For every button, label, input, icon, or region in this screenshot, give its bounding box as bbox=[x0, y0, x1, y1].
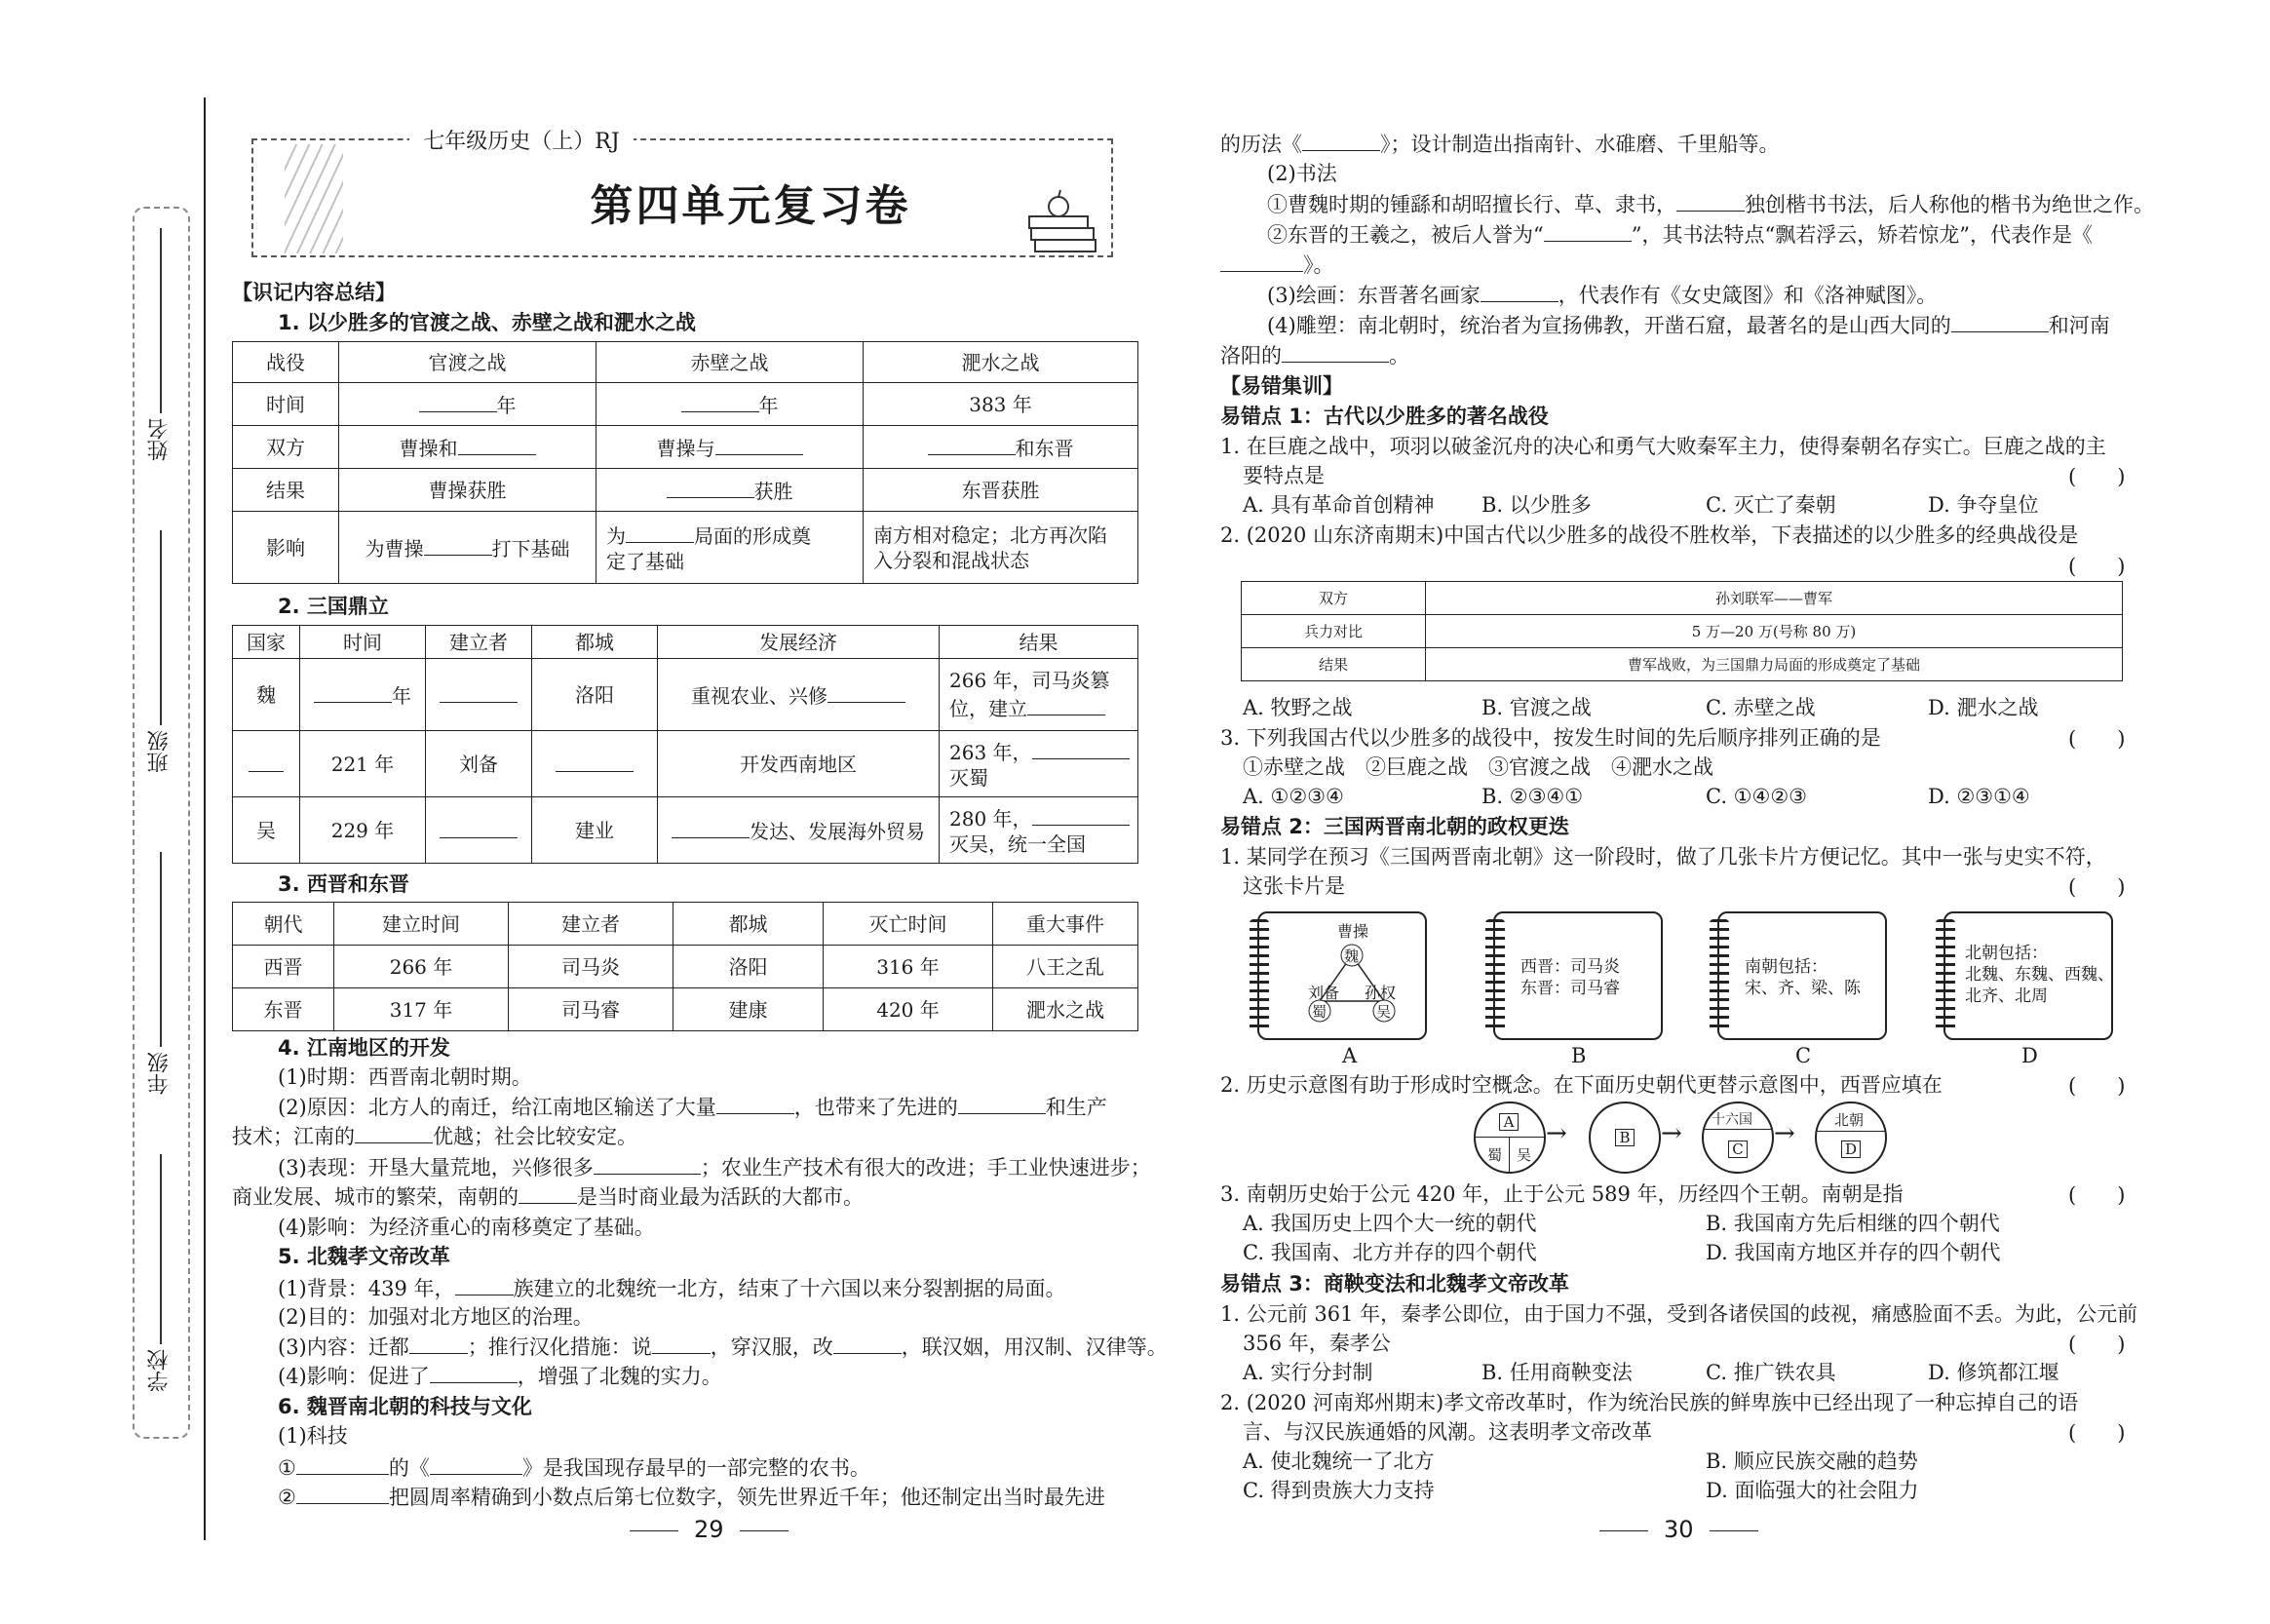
card-b[interactable]: 西晋：司马炎 东晋：司马睿 bbox=[1493, 911, 1663, 1040]
class-field[interactable] bbox=[135, 530, 188, 823]
cell: 南方相对稳定；北方再次陷 入分裂和混战状态 bbox=[864, 512, 1138, 584]
diag-box-a[interactable]: A bbox=[1499, 1113, 1519, 1131]
cell: 266 年 bbox=[334, 946, 509, 988]
q3-answer-paren[interactable]: ( ) bbox=[2068, 727, 2126, 751]
th-chibi: 赤壁之战 bbox=[596, 342, 864, 383]
cell: 发达、发展海外贸易 bbox=[658, 797, 940, 864]
cell: 曹军战败，为三国鼎力局面的形成奠定了基础 bbox=[1426, 648, 2123, 681]
card-a[interactable] bbox=[1257, 911, 1427, 1040]
circle-sixteen bbox=[1702, 1102, 1774, 1174]
cell: 317 年 bbox=[334, 988, 509, 1031]
cell: 司马睿 bbox=[509, 988, 673, 1031]
cell: 曹操和 bbox=[339, 426, 596, 469]
card-letter-c: C bbox=[1795, 1044, 1812, 1067]
q2-option-b[interactable]: B. 官渡之战 bbox=[1481, 696, 1592, 719]
q2-table bbox=[1241, 581, 2123, 681]
s6-title: 6. 魏晋南北朝的科技与文化 bbox=[278, 1395, 532, 1418]
cell: 和东晋 bbox=[864, 426, 1138, 469]
s5-line2: (2)目的：加强对北方地区的治理。 bbox=[278, 1305, 594, 1329]
cell: 洛阳 bbox=[532, 659, 658, 731]
card-letter-a: A bbox=[1342, 1044, 1358, 1067]
section-summary: 【识记内容总结】 bbox=[232, 281, 396, 304]
r-line1: 的历法《 》；设计制造出指南针、水碓磨、千里船等。 bbox=[1220, 129, 1780, 159]
q5-line1: 2. 历史示意图有助于形成时空概念。在下面历史朝代更替示意图中，西晋应填在 bbox=[1220, 1073, 1943, 1097]
s4-line5: 商业发展、城市的繁荣，南朝的 是当时商业最为活跃的大都市。 bbox=[232, 1181, 864, 1212]
q8-answer-paren[interactable]: ( ) bbox=[2068, 1421, 2126, 1445]
circle-three-kingdoms bbox=[1474, 1102, 1546, 1174]
th: 发展经济 bbox=[658, 626, 940, 659]
q8-option-b[interactable]: B. 顺应民族交融的趋势 bbox=[1706, 1450, 1918, 1473]
th: 建立者 bbox=[426, 626, 532, 659]
q6-option-c[interactable]: C. 我国南、北方并存的四个朝代 bbox=[1243, 1241, 1537, 1264]
name-field[interactable] bbox=[135, 228, 188, 521]
cell: 曹操获胜 bbox=[339, 469, 596, 512]
q6-option-b[interactable]: B. 我国南方先后相继的四个朝代 bbox=[1706, 1212, 2000, 1235]
q3-line2: ①赤壁之战 ②巨鹿之战 ③官渡之战 ④淝水之战 bbox=[1243, 755, 1713, 779]
cell: 为曹操 打下基础 bbox=[339, 512, 596, 584]
cell: 221 年 bbox=[300, 731, 426, 797]
r-line4: ②东晋的王羲之，被后人誉为“ ”，其书法特点“飘若浮云，矫若惊龙”，代表作是《 bbox=[1267, 219, 2093, 250]
cell: 东晋 bbox=[233, 988, 334, 1031]
cell bbox=[233, 731, 300, 797]
s1-title: 1. 以少胜多的官渡之战、赤壁之战和淝水之战 bbox=[278, 311, 696, 334]
cell: 5 万—20 万(号称 80 万) bbox=[1426, 615, 2123, 648]
name-label: 姓名 bbox=[147, 418, 172, 461]
q1-option-a[interactable]: A. 具有革命首创精神 bbox=[1243, 493, 1435, 517]
card-a-liubei: 刘备 bbox=[1308, 984, 1340, 1002]
cell: 魏 bbox=[233, 659, 300, 731]
q7-answer-paren[interactable]: ( ) bbox=[2068, 1333, 2126, 1356]
q8-line1: 2. (2020 河南郑州期末)孝文帝改革时，作为统治民族的鲜卑族中已经出现了一种忘掉自己的语 bbox=[1220, 1391, 2079, 1414]
cell: 316 年 bbox=[824, 946, 993, 988]
card-a-wu: 吴 bbox=[1376, 1003, 1392, 1021]
q3-option-b[interactable]: B. ②③④① bbox=[1481, 785, 1584, 808]
th: 都城 bbox=[532, 626, 658, 659]
th-guandu: 官渡之战 bbox=[339, 342, 596, 383]
q4-answer-paren[interactable]: ( ) bbox=[2068, 875, 2126, 899]
card-a-sunquan: 孙权 bbox=[1365, 984, 1397, 1002]
q1-option-b[interactable]: B. 以少胜多 bbox=[1481, 493, 1592, 517]
circle-b bbox=[1589, 1102, 1661, 1174]
q1-option-d[interactable]: D. 争夺皇位 bbox=[1928, 493, 2039, 517]
q3-option-c[interactable]: C. ①④②③ bbox=[1706, 785, 1807, 808]
q1-answer-paren[interactable]: ( ) bbox=[2068, 465, 2126, 488]
grade-label: 年级 bbox=[147, 1052, 172, 1095]
header-subtitle: 七年级历史（上）RJ bbox=[409, 125, 634, 150]
s4-line1: (1)时期：西晋南北朝时期。 bbox=[278, 1065, 532, 1089]
s4-line4: (3)表现：开垦大量荒地，兴修很多 ；农业生产技术有很大的改进；手工业快速进步； bbox=[278, 1152, 1151, 1182]
q3-line1: 3. 下列我国古代以少胜多的战役中，按发生时间的先后顺序排列正确的是 bbox=[1220, 726, 1881, 750]
cell: 双方 bbox=[233, 426, 339, 469]
s5-title: 5. 北魏孝文帝改革 bbox=[278, 1245, 450, 1268]
diag-box-b[interactable]: B bbox=[1615, 1129, 1635, 1146]
q7-option-a[interactable]: A. 实行分封制 bbox=[1243, 1361, 1373, 1384]
cell: 双方 bbox=[1242, 582, 1426, 615]
diag-box-c[interactable]: C bbox=[1728, 1141, 1748, 1158]
cell: 年 bbox=[339, 383, 596, 426]
th: 朝代 bbox=[233, 903, 334, 946]
cell: 孙刘联军——曹军 bbox=[1426, 582, 2123, 615]
battles-table bbox=[232, 341, 1138, 584]
s2-title: 2. 三国鼎立 bbox=[278, 595, 389, 618]
q7-line2: 356 年，秦孝公 bbox=[1243, 1332, 1391, 1355]
cell: 年 bbox=[300, 659, 426, 731]
cell: 420 年 bbox=[824, 988, 993, 1031]
q2-line1: 2. (2020 山东济南期末)中国古代以少胜多的战役不胜枚举，下表描述的以少胜多的经典战役是 bbox=[1220, 523, 2079, 547]
s5-line3: (3)内容：迁都 ；推行汉化措施：说 ，穿汉服，改 ，联汉姻，用汉制、汉律等。 bbox=[278, 1332, 1168, 1362]
cell: 266 年，司马炎篡 位，建立 bbox=[940, 659, 1138, 731]
cell: 兵力对比 bbox=[1242, 615, 1426, 648]
card-a-wei: 魏 bbox=[1344, 947, 1360, 965]
q7-option-b[interactable]: B. 任用商鞅变法 bbox=[1481, 1361, 1633, 1384]
th-feishui: 淝水之战 bbox=[864, 342, 1138, 383]
page-number-left: 29 bbox=[614, 1516, 804, 1543]
binding-line bbox=[204, 97, 206, 1540]
q7-option-d[interactable]: D. 修筑都江堰 bbox=[1928, 1361, 2059, 1384]
q2-answer-paren[interactable]: ( ) bbox=[2068, 555, 2126, 578]
q6-option-d[interactable]: D. 我国南方地区并存的四个朝代 bbox=[1706, 1241, 2001, 1264]
card-letter-d: D bbox=[2021, 1044, 2038, 1067]
header-stripes bbox=[285, 144, 343, 253]
books-icon bbox=[1025, 185, 1103, 263]
th: 国家 bbox=[233, 626, 300, 659]
r-line7: (4)雕塑：南北朝时，统治者为宣扬佛教，开凿石窟，最著名的是山西大同的 和河南 bbox=[1267, 310, 2110, 340]
cell: 383 年 bbox=[864, 383, 1138, 426]
r-line3: ①曹魏时期的锺繇和胡昭擅长行、草、隶书， 独创楷书书法，后人称他的楷书为绝世之作。 bbox=[1267, 189, 2154, 219]
cell bbox=[426, 797, 532, 864]
th: 结果 bbox=[940, 626, 1138, 659]
class-label: 班级 bbox=[147, 730, 172, 773]
card-a-shu: 蜀 bbox=[1312, 1003, 1327, 1021]
q6-answer-paren[interactable]: ( ) bbox=[2068, 1183, 2126, 1207]
q1-line2: 要特点是 bbox=[1243, 464, 1325, 487]
diag-north: 北朝 bbox=[1834, 1111, 1865, 1129]
q3-option-a[interactable]: A. ①②③④ bbox=[1243, 785, 1344, 808]
error-point-1: 易错点 1：古代以少胜多的著名战役 bbox=[1220, 405, 1549, 428]
cell bbox=[532, 731, 658, 797]
circle-north bbox=[1815, 1102, 1887, 1174]
card-c[interactable]: 南朝包括： 宋、齐、梁、陈 bbox=[1717, 911, 1887, 1040]
q7-line1: 1. 公元前 361 年，秦孝公即位，由于国力不强，受到各诸侯国的歧视，痛感脸面不丢。为此，公元前 bbox=[1220, 1302, 2138, 1326]
q1-option-c[interactable]: C. 灭亡了秦朝 bbox=[1706, 493, 1836, 517]
q6-option-a[interactable]: A. 我国历史上四个大一统的朝代 bbox=[1243, 1212, 1537, 1235]
cell: 东晋获胜 bbox=[864, 469, 1138, 512]
q8-line2: 言、与汉民族通婚的风潮。这表明孝文帝改革 bbox=[1243, 1420, 1652, 1444]
page-title: 第四单元复习卷 bbox=[590, 181, 911, 231]
q7-option-c[interactable]: C. 推广铁农具 bbox=[1706, 1361, 1836, 1384]
r-line5: 》。 bbox=[1220, 250, 1334, 280]
cell: 建康 bbox=[673, 988, 824, 1031]
cell: 司马炎 bbox=[509, 946, 673, 988]
th: 都城 bbox=[673, 903, 824, 946]
card-letter-b: B bbox=[1571, 1044, 1587, 1067]
diag-wu: 吴 bbox=[1517, 1146, 1532, 1164]
s4-line2: (2)原因：北方人的南迁，给江南地区输送了大量 ，也带来了先进的 和生产 bbox=[278, 1092, 1107, 1122]
error-point-3: 易错点 3：商鞅变法和北魏孝文帝改革 bbox=[1220, 1272, 1569, 1295]
th: 重大事件 bbox=[993, 903, 1138, 946]
cell: 影响 bbox=[233, 512, 339, 584]
cell: 西晋 bbox=[233, 946, 334, 988]
q3-option-d[interactable]: D. ②③①④ bbox=[1928, 785, 2030, 808]
cell: 吴 bbox=[233, 797, 300, 864]
card-d[interactable]: 北朝包括： 北魏、东魏、西魏、 北齐、北周 bbox=[1943, 911, 2113, 1040]
r-line6: (3)绘画：东晋著名画家 ，代表作有《女史箴图》和《洛神赋图》。 bbox=[1267, 280, 1937, 310]
cell: 开发西南地区 bbox=[658, 731, 940, 797]
diag-box-d[interactable]: D bbox=[1841, 1141, 1861, 1158]
section-errors: 【易错集训】 bbox=[1220, 374, 1343, 398]
th: 时间 bbox=[300, 626, 426, 659]
arrow-right-icon: → bbox=[1661, 1119, 1682, 1148]
page-number-right: 30 bbox=[1584, 1516, 1774, 1543]
q8-option-a[interactable]: A. 使北魏统一了北方 bbox=[1243, 1450, 1435, 1473]
r-line8: 洛阳的 。 bbox=[1220, 340, 1409, 370]
r-line2: (2)书法 bbox=[1267, 162, 1337, 185]
s6-line3: ② 把圆周率精确到小数点后第七位数字，领先世界近千年；他还制定出当时最先进 bbox=[278, 1482, 1105, 1512]
jin-table bbox=[232, 902, 1138, 1031]
diag-sixteen: 十六国 bbox=[1712, 1112, 1752, 1128]
s5-line1: (1)背景：439 年， 族建立的北魏统一北方，结束了十六国以来分裂割据的局面。 bbox=[278, 1273, 1066, 1303]
card-a-caocao: 曹操 bbox=[1337, 922, 1369, 941]
cell: 为 局面的形成奠 定了基础 bbox=[596, 512, 864, 584]
cell: 获胜 bbox=[596, 469, 864, 512]
school-label: 学校 bbox=[147, 1349, 172, 1392]
cell: 时间 bbox=[233, 383, 339, 426]
q4-line2: 这张卡片是 bbox=[1243, 874, 1345, 898]
th: 建立者 bbox=[509, 903, 673, 946]
q8-option-c[interactable]: C. 得到贵族大力支持 bbox=[1243, 1479, 1435, 1502]
cell: 八王之乱 bbox=[993, 946, 1138, 988]
s4-line6: (4)影响：为经济重心的南移奠定了基础。 bbox=[278, 1216, 655, 1239]
q8-option-d[interactable]: D. 面临强大的社会阻力 bbox=[1706, 1479, 1919, 1502]
s4-line3: 技术；江南的 优越；社会比较安定。 bbox=[232, 1121, 637, 1151]
cell: 结果 bbox=[1242, 648, 1426, 681]
cell: 淝水之战 bbox=[993, 988, 1138, 1031]
cell: 重视农业、兴修 bbox=[658, 659, 940, 731]
q6-line1: 3. 南朝历史始于公元 420 年，止于公元 589 年，历经四个王朝。南朝是指 bbox=[1220, 1182, 1904, 1206]
q4-line1: 1. 某同学在预习《三国两晋南北朝》这一阶段时，做了几张卡片方便记忆。其中一张与史实不符， bbox=[1220, 845, 2106, 869]
s4-title: 4. 江南地区的开发 bbox=[278, 1036, 450, 1060]
school-field[interactable] bbox=[135, 1154, 188, 1437]
cell: 刘备 bbox=[426, 731, 532, 797]
s6-line1: (1)科技 bbox=[278, 1424, 348, 1448]
arrow-right-icon: → bbox=[1774, 1119, 1795, 1148]
th: 灭亡时间 bbox=[824, 903, 993, 946]
arrow-right-icon: → bbox=[1546, 1119, 1567, 1148]
cell: 结果 bbox=[233, 469, 339, 512]
cell: 洛阳 bbox=[673, 946, 824, 988]
cell: 年 bbox=[596, 383, 864, 426]
q1-line1: 1. 在巨鹿之战中，项羽以破釜沉舟的决心和勇气大败秦军主力，使得秦朝名存实亡。巨鹿之战的主 bbox=[1220, 435, 2106, 458]
binding-strip bbox=[133, 207, 190, 1439]
q2-option-d[interactable]: D. 淝水之战 bbox=[1928, 696, 2039, 719]
th-battle: 战役 bbox=[233, 342, 339, 383]
q5-answer-paren[interactable]: ( ) bbox=[2068, 1074, 2126, 1098]
q2-option-a[interactable]: A. 牧野之战 bbox=[1243, 696, 1353, 719]
q2-option-c[interactable]: C. 赤壁之战 bbox=[1706, 696, 1816, 719]
cell: 263 年， 灭蜀 bbox=[940, 731, 1138, 797]
s6-line2: ① 的《 》是我国现存最早的一部完整的农书。 bbox=[278, 1452, 870, 1483]
s5-line4: (4)影响：促进了 ，增强了北魏的实力。 bbox=[278, 1361, 722, 1391]
error-point-2: 易错点 2：三国两晋南北朝的政权更迭 bbox=[1220, 815, 1569, 838]
three-kingdoms-table bbox=[232, 625, 1138, 864]
grade-field[interactable] bbox=[135, 852, 188, 1144]
diag-shu: 蜀 bbox=[1487, 1146, 1503, 1164]
s3-title: 3. 西晋和东晋 bbox=[278, 872, 409, 896]
cell bbox=[426, 659, 532, 731]
cell: 229 年 bbox=[300, 797, 426, 864]
cell: 曹操与 bbox=[596, 426, 864, 469]
th: 建立时间 bbox=[334, 903, 509, 946]
cell: 280 年， 灭吴，统一全国 bbox=[940, 797, 1138, 864]
cell: 建业 bbox=[532, 797, 658, 864]
